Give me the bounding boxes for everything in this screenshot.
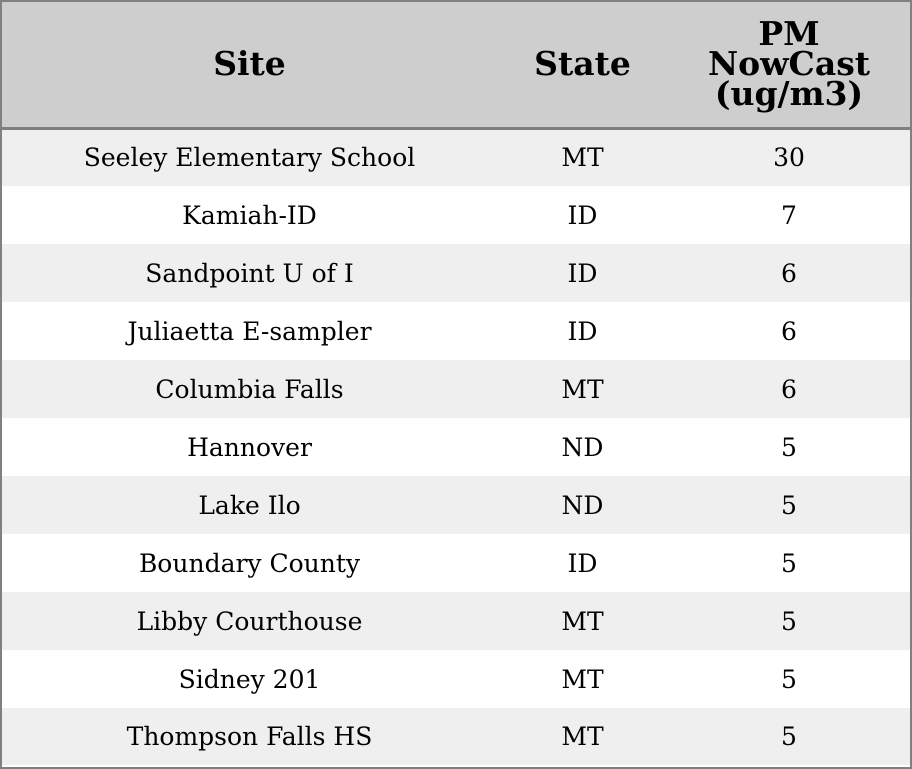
cell-site: Sidney 201 [178,664,321,694]
cell-site: Juliaetta E-sampler [127,316,372,346]
cell-pm: 30 [773,143,805,173]
table-header [2,2,910,128]
cell-site: Seeley Elementary School [83,143,416,173]
cell-site: Libby Courthouse [136,606,363,636]
table-row [2,360,910,418]
cell-site: Columbia Falls [155,374,344,404]
table-row [2,418,910,476]
column-header-state: State [497,2,668,128]
cell-pm: 6 [781,316,797,346]
table-row [2,708,910,765]
pm-header-line-1: PM [758,14,820,54]
cell-pm: 6 [781,374,797,404]
cell-pm: 5 [781,548,797,578]
cell-state: MT [561,374,604,404]
table-row [2,476,910,534]
table-row [2,186,910,244]
table-body [2,128,910,765]
table-row [2,592,910,650]
pm-header-line-3: (ug/m3) [714,74,864,114]
cell-state: ID [567,200,598,230]
cell-site: Kamiah-ID [182,200,317,230]
cell-pm: 5 [781,432,797,462]
cell-pm: 5 [781,664,797,694]
cell-state: ND [561,432,604,462]
data-table [2,2,910,765]
cell-pm: 5 [781,722,797,751]
pm-header-line-2: NowCast [707,44,871,84]
header-row [2,2,910,128]
cell-state: MT [561,664,604,694]
cell-state: ID [567,548,598,578]
cell-state: ID [567,258,598,288]
cell-state: MT [561,143,604,173]
table-row [2,650,910,708]
cell-site: Thompson Falls HS [126,722,373,751]
column-header-pm-nowcast [668,2,910,128]
cell-site: Lake Ilo [198,490,301,520]
cell-pm: 5 [781,606,797,636]
cell-state: ND [561,490,604,520]
table-row [2,302,910,360]
cell-state: MT [561,606,604,636]
table-row [2,244,910,302]
table-row [2,128,910,186]
cell-state: MT [561,722,604,751]
column-header-site: Site [2,2,497,128]
cell-site: Boundary County [138,548,361,578]
cell-site: Hannover [187,432,312,462]
cell-pm: 6 [781,258,797,288]
cell-state: ID [567,316,598,346]
cell-pm: 5 [781,490,797,520]
cell-site: Sandpoint U of I [145,258,354,288]
table-row [2,534,910,592]
cell-pm: 7 [781,200,797,230]
